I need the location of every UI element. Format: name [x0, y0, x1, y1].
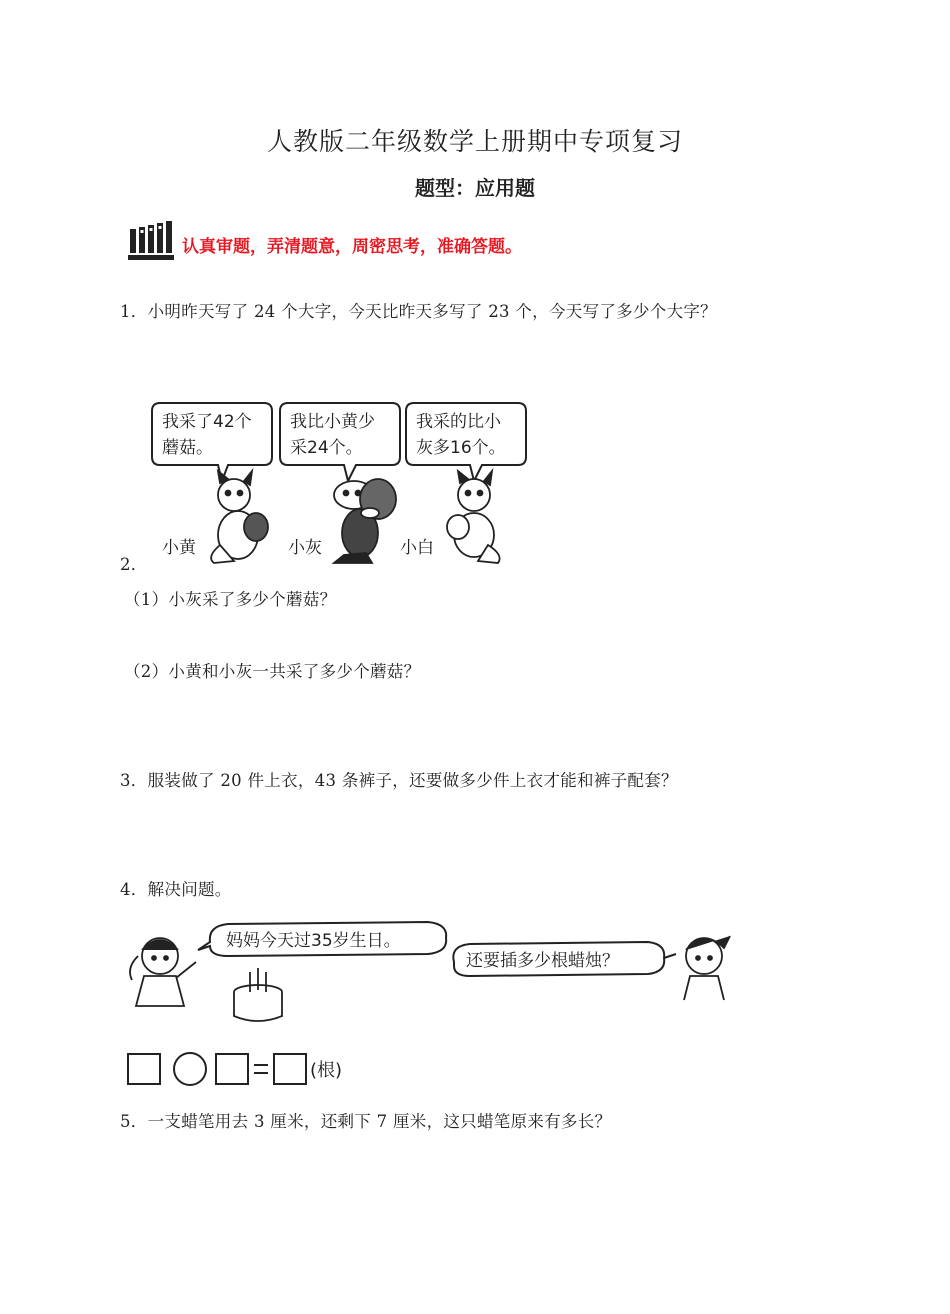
bubble-text: 灰多16个。	[416, 438, 506, 458]
question-text: 小明昨天写了 24 个大字，今天比昨天多写了 23 个，今天写了多少个大字？	[147, 302, 717, 321]
question-2-part-1: （1）小灰采了多少个蘑菇？	[124, 590, 337, 609]
bubble-text: 我采了42个	[162, 412, 252, 432]
question-number: 1．	[120, 302, 148, 321]
question-5	[120, 1108, 611, 1132]
question-number: 5．	[120, 1112, 148, 1131]
question-number: 3．	[120, 771, 148, 790]
speech-bubble-xiaohui	[280, 403, 400, 481]
character-name: 小黄	[162, 538, 196, 558]
page-title: 人教版二年级数学上册期中专项复习	[266, 127, 683, 156]
bubble-text: 妈妈今天过35岁生日。	[226, 931, 401, 951]
answer-box[interactable]	[274, 1054, 306, 1084]
answer-box[interactable]	[216, 1054, 248, 1084]
bubble-text: 蘑菇。	[162, 438, 213, 458]
unit-label: (根)	[310, 1060, 343, 1081]
birthday-cake-icon	[234, 968, 282, 1021]
squirrel-icon	[447, 471, 500, 563]
speech-bubble-mom-birthday	[198, 922, 446, 956]
bubble-text: 我采的比小	[416, 412, 501, 432]
question-text: 解决问题。	[147, 880, 232, 899]
birthday-illustration	[118, 916, 748, 1091]
chipmunk-icon	[334, 479, 396, 563]
bubble-text: 还要插多少根蜡烛？	[466, 951, 619, 971]
question-2-number: 2．	[120, 555, 148, 574]
question-3	[120, 767, 678, 791]
question-text: 服装做了 20 件上衣，43 条裤子，还要做多少件上衣才能和裤子配套？	[147, 771, 678, 790]
question-text: 一支蜡笔用去 3 厘米，还剩下 7 厘米，这只蜡笔原来有多长？	[147, 1112, 612, 1131]
question-2-part-2: （2）小黄和小灰一共采了多少个蘑菇？	[124, 662, 421, 681]
squirrels-illustration	[148, 395, 538, 570]
bubble-text: 采24个。	[290, 438, 363, 458]
exam-tip: 认真审题，弄清题意，周密思考，准确答题。	[182, 237, 522, 257]
speech-bubble-xiaobai	[406, 403, 526, 481]
character-name: 小灰	[288, 538, 322, 558]
speech-bubble-candles	[453, 942, 676, 976]
question-1	[120, 298, 717, 322]
equation-template	[128, 1053, 306, 1085]
question-4	[120, 876, 232, 900]
squirrel-icon	[211, 471, 268, 563]
boy-icon	[684, 936, 730, 1000]
answer-box[interactable]	[128, 1054, 160, 1084]
girl-icon	[130, 938, 196, 1006]
operator-circle[interactable]	[174, 1053, 206, 1085]
page-subtitle: 题型：应用题	[415, 176, 535, 200]
bubble-text: 我比小黄少	[290, 412, 375, 432]
question-number: 4．	[120, 880, 148, 899]
books-icon	[128, 219, 174, 261]
character-name: 小白	[400, 538, 434, 558]
speech-bubble-xiaohuang	[152, 403, 272, 481]
